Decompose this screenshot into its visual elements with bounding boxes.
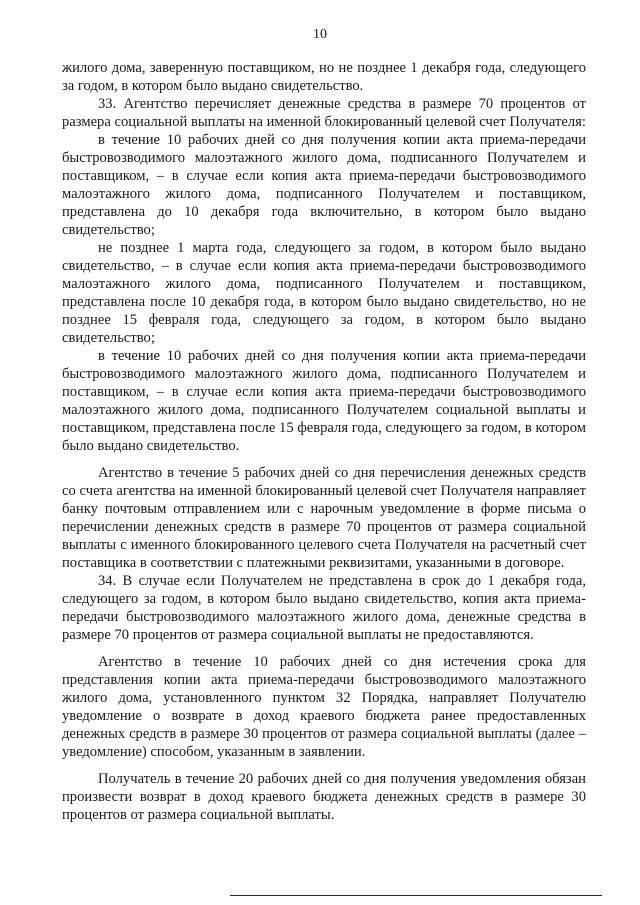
- paragraph-refund-notice: Агентство в течение 10 рабочих дней со дня истечения срока для представления копии акта приема-передачи быстровозводимого малоэтажного жилого дома, установленного пунктом 32 Порядка, направляет Получателю уведомление о возврате в доход краевого бюджета ранее предоставленных денежных средств в размере 30 процентов от размера социальной выплаты (далее – уведомление) способом, указанным в заявлении.: [62, 654, 586, 760]
- paragraph-condition-1: в течение 10 рабочих дней со дня получения копии акта приема-передачи быстровозводимого малоэтажного жилого дома, подписанного Получателем и поставщиком, – в случае если копия акта приема-передачи быстровозводимого малоэтажного жилого дома, подписанного Получателем и поставщиком, представлена до 10 декабря года включительно, в котором было выдано свидетельство;: [62, 132, 586, 238]
- paragraph-condition-3: в течение 10 рабочих дней со дня получения копии акта приема-передачи быстровозводимого малоэтажного жилого дома, подписанного Получателем и поставщиком, – в случае если копия акта приема-передачи быстровозводимого малоэтажного жилого дома, подписанного Получателем социальной выплаты и поставщиком, представлена после 15 февраля года, следующего за годом, в котором было выдано свидетельство.: [62, 348, 586, 454]
- paragraph-recipient-refund: Получатель в течение 20 рабочих дней со дня получения уведомления обязан произвести возврат в доход краевого бюджета денежных средств в размере 30 процентов от размера социальной выплаты.: [62, 771, 586, 823]
- footer-divider: [230, 895, 602, 896]
- paragraph-agency-notice: Агентство в течение 5 рабочих дней со дня перечисления денежных средств со счета агентства на именной блокированный целевой счет Получателя направляет банку почтовым отправлением или с нарочным уведомление в форме письма о перечислении денежных средств в размере 70 процентов от размера социальной выплаты с именного блокированного целевого счета Получателя на расчетный счет поставщика в соответствии с платежными реквизитами, указанными в договоре.: [62, 465, 586, 571]
- paragraph-continuation: жилого дома, заверенную поставщиком, но не позднее 1 декабря года, следующего за годом, в котором было выдано свидетельство.: [62, 60, 586, 94]
- document-body: [62, 59, 586, 824]
- paragraph-item-33: 33. Агентство перечисляет денежные средства в размере 70 процентов от размера социальной выплаты на именной блокированный целевой счет Получателя:: [62, 96, 586, 130]
- page-number: 10: [313, 27, 327, 42]
- paragraph-condition-2: не позднее 1 марта года, следующего за годом, в котором было выдано свидетельство, – в случае если копия акта приема-передачи быстровозводимого малоэтажного жилого дома, подписанного Получателем и поставщиком, представлена после 10 декабря года, в котором было выдано свидетельство, но не позднее 15 февраля года, следующего за годом, в котором было выдано свидетельство;: [62, 240, 586, 346]
- paragraph-item-34: 34. В случае если Получателем не представлена в срок до 1 декабря года, следующего за годом, в котором было выдано свидетельство, копия акта приема-передачи быстровозводимого малоэтажного жилого дома, денежные средства в размере 70 процентов от размера социальной выплаты не предоставляются.: [62, 573, 586, 643]
